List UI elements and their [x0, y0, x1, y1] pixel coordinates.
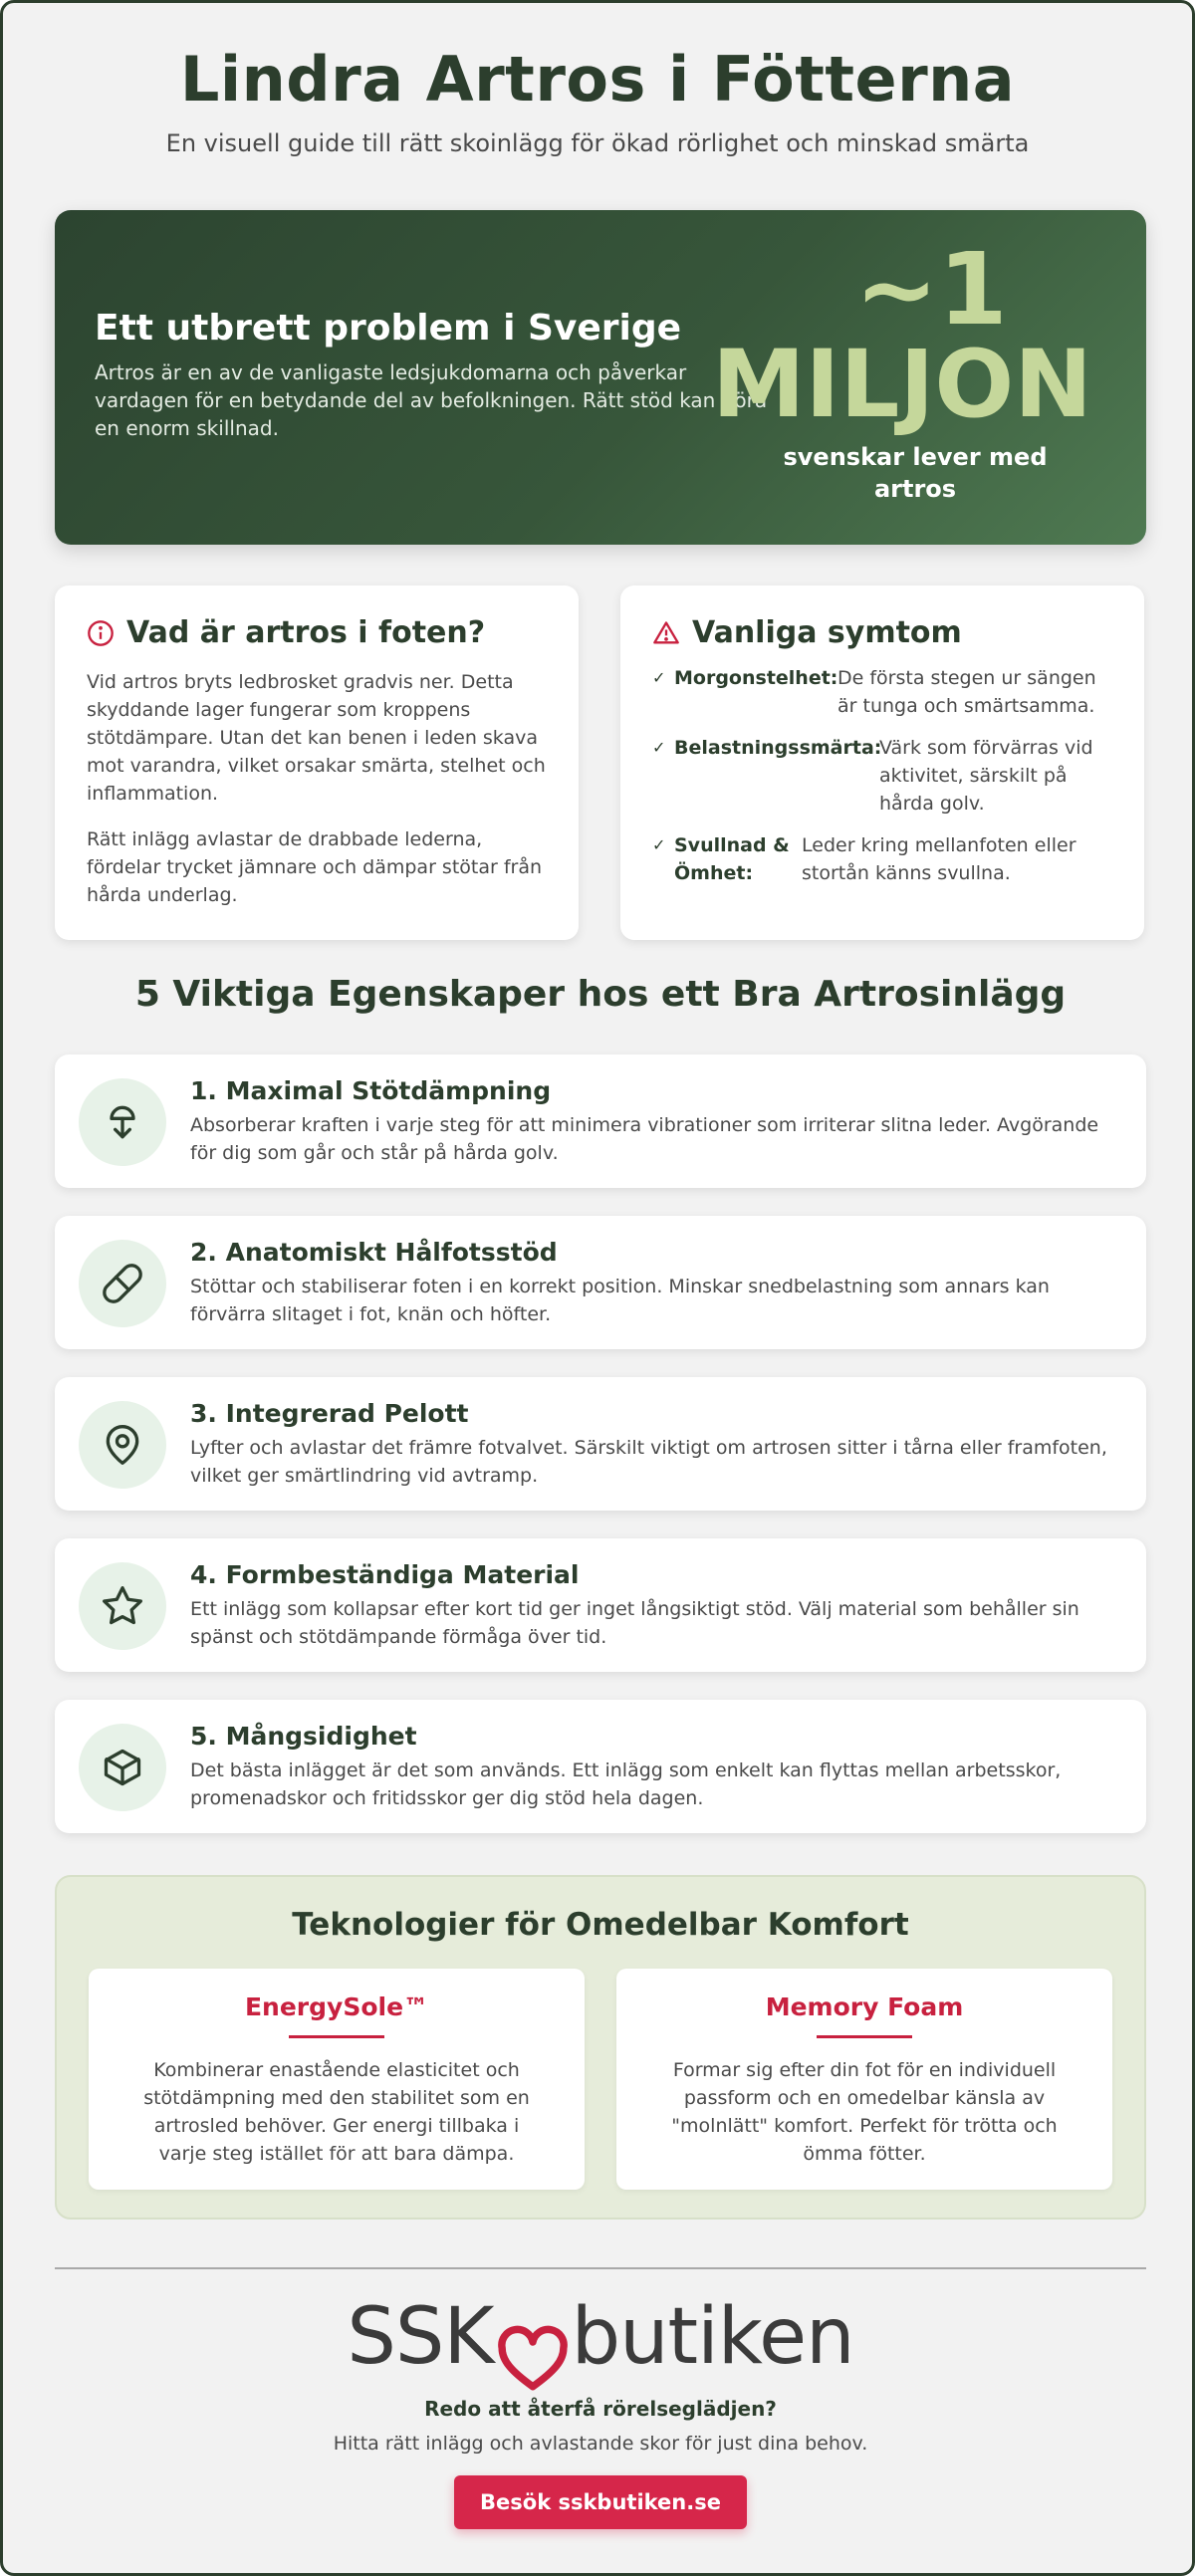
symptom-item — [652, 734, 1112, 818]
symptom-text: Leder kring mellanfoten eller stortån känns svullna. — [802, 834, 1076, 884]
ssk-logo[interactable] — [3, 2293, 1195, 2381]
what-is-heading — [87, 615, 547, 650]
feature-icon-circle — [79, 1562, 166, 1650]
feature-body — [190, 1076, 1122, 1167]
symptom-item — [652, 664, 1112, 720]
check-icon: ✓ — [652, 668, 666, 687]
feature-body — [190, 1238, 1122, 1328]
tech-name: Memory Foam — [765, 1992, 964, 2021]
feature-icon-circle — [79, 1078, 166, 1166]
hero-stat — [712, 231, 1195, 505]
feature-body — [190, 1722, 1122, 1812]
symptoms-heading — [652, 615, 1112, 650]
info-icon — [87, 619, 115, 647]
feature-card — [55, 1538, 1146, 1672]
feature-text: Stöttar och stabiliserar foten i en korrekt position. Minskar snedbelastning som annars kan förvärra slitaget i fot, knän och höfter. — [190, 1276, 1050, 1325]
arch-support-icon — [101, 1262, 144, 1305]
feature-icon-circle — [79, 1724, 166, 1811]
symptom-label: Morgonstelhet: — [674, 667, 838, 689]
feature-card — [55, 1216, 1146, 1349]
stat-value: MILJON — [712, 331, 1092, 439]
box-icon — [101, 1746, 144, 1789]
what-is-title: Vad är artros i foten? — [126, 615, 486, 650]
what-is-card — [55, 585, 579, 940]
tech-underline — [289, 2035, 384, 2038]
hero-heading: Ett utbrett problem i Sverige — [95, 308, 682, 349]
tech-card — [89, 1969, 585, 2190]
symptom-item — [652, 831, 1112, 887]
symptom-label: Svullnad & Ömhet: — [674, 834, 790, 884]
stat-prefix: ~1 — [854, 231, 1008, 348]
feature-card — [55, 1700, 1146, 1833]
footer-divider — [55, 2267, 1146, 2269]
tech-card — [616, 1969, 1112, 2190]
feature-title: 4. Formbeständiga Material — [190, 1560, 580, 1589]
feature-title: 5. Mångsidighet — [190, 1722, 417, 1751]
symptoms-title: Vanliga symtom — [692, 615, 962, 650]
feature-title: 2. Anatomiskt Hålfotsstöd — [190, 1238, 558, 1267]
tech-text: Kombinerar enastående elasticitet och stötdämpning med den stabilitet som en artrosled behöver. Ger energi tillbaka i varje steg istället för att bara dämpa. — [143, 2059, 530, 2165]
feature-body — [190, 1399, 1122, 1490]
check-icon: ✓ — [652, 738, 666, 757]
symptoms-card — [620, 585, 1144, 940]
logo-text-left: SSK — [347, 2292, 494, 2382]
cta-subtext: Hitta rätt inlägg och avlastande skor för just dina behov. — [333, 2433, 868, 2455]
cta-question: Redo att återfå rörelseglädjen? — [424, 2397, 777, 2421]
tech-title: Teknologier för Omedelbar Komfort — [292, 1907, 909, 1943]
feature-text: Ett inlägg som kollapsar efter kort tid ger inget långsiktigt stöd. Välj material som behåller sin spänst och stötdämpande förmåga över tid. — [190, 1598, 1079, 1648]
feature-text: Absorberar kraften i varje steg för att minimera vibrationer som irriterar slitna leder. Avgörande för dig som går och står på hårda golv. — [190, 1114, 1099, 1164]
feature-title: 1. Maximal Stötdämpning — [190, 1076, 552, 1105]
page-subtitle: En visuell guide till rätt skoinlägg för ökad rörlighet och minskad smärta — [165, 129, 1030, 157]
what-is-paragraph: Vid artros bryts ledbrosket gradvis ner. Detta skyddande lager fungerar som kroppens stötdämpare. Utan det kan benen i leden skava mot varandra, vilket orsakar smärta, stelhet och inflammation. — [87, 671, 546, 805]
warning-icon — [652, 619, 680, 647]
heart-icon — [496, 2322, 570, 2396]
tech-name: EnergySole™ — [244, 1992, 429, 2021]
map-pin-icon — [101, 1423, 144, 1467]
hero-text: Artros är en av de vanligaste ledsjukdomarna och påverkar vardagen för en betydande del av befolkningen. Rätt stöd kan göra en enorm skillnad. — [95, 360, 768, 440]
feature-card — [55, 1377, 1146, 1511]
feature-body — [190, 1560, 1122, 1651]
page-title: Lindra Artros i Fötterna — [179, 43, 1016, 116]
features-title: 5 Viktiga Egenskaper hos ett Bra Artrosinlägg — [134, 974, 1067, 1015]
what-is-paragraph: Rätt inlägg avlastar de drabbade lederna, fördelar trycket jämnare och dämpar stötar från hårda underlag. — [87, 828, 543, 906]
star-icon — [101, 1584, 144, 1628]
check-icon: ✓ — [652, 835, 666, 854]
hero-banner — [55, 210, 1146, 545]
stat-label: svenskar lever med artros — [783, 443, 1048, 503]
symptom-label: Belastningssmärta: — [674, 737, 882, 759]
visit-store-button[interactable]: Besök sskbutiken.se — [454, 2475, 747, 2529]
feature-card — [55, 1054, 1146, 1188]
symptoms-list — [652, 664, 1112, 887]
feature-text: Lyfter och avlastar det främre fotvalvet. Särskilt viktigt om artrosen sitter i tårna eller framfoten, vilket ger smärtlindring vid avtramp. — [190, 1437, 1107, 1487]
feature-icon-circle — [79, 1401, 166, 1489]
symptom-text: Värk som förvärras vid aktivitet, särskilt på hårda golv. — [879, 737, 1093, 815]
shock-absorb-icon — [101, 1100, 144, 1144]
feature-icon-circle — [79, 1240, 166, 1327]
tech-underline — [817, 2035, 912, 2038]
tech-section — [55, 1875, 1146, 2220]
logo-text-right: butiken — [571, 2292, 854, 2382]
page-header — [3, 3, 1192, 157]
symptom-text: De första stegen ur sängen är tunga och smärtsamma. — [837, 667, 1096, 717]
feature-title: 3. Integrerad Pelott — [190, 1399, 469, 1428]
tech-text: Formar sig efter din fot för en individuell passform och en omedelbar känsla av "molnlätt" komfort. Perfekt för trötta och ömma fötter. — [671, 2059, 1058, 2165]
feature-text: Det bästa inlägget är det som används. Ett inlägg som enkelt kan flyttas mellan arbetsskor, promenadskor och fritidsskor ger dig stöd hela dagen. — [190, 1759, 1062, 1809]
